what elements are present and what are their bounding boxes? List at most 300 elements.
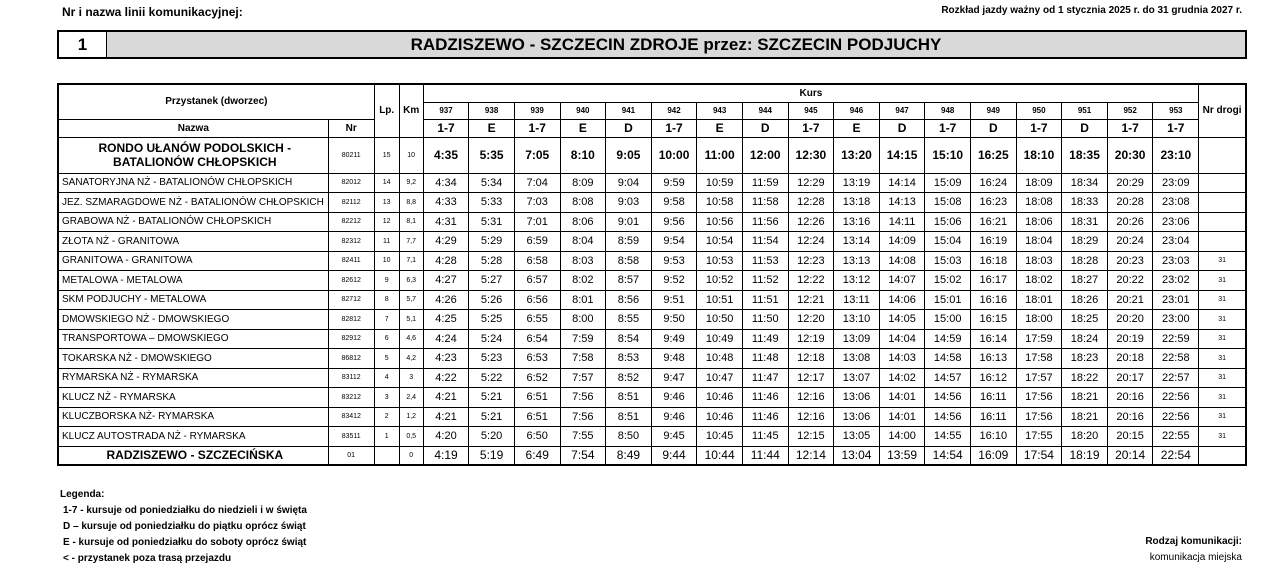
departure-time: 13:14 xyxy=(834,232,880,252)
departure-time: 6:57 xyxy=(514,271,560,291)
departure-time: 18:35 xyxy=(1062,137,1108,173)
departure-time: 18:22 xyxy=(1062,368,1108,388)
departure-time: 9:04 xyxy=(606,173,652,193)
road-number: 31 xyxy=(1199,271,1246,291)
stop-km: 5,7 xyxy=(399,290,423,310)
departure-time: 7:01 xyxy=(514,212,560,232)
departure-time: 14:09 xyxy=(879,232,925,252)
departure-time: 23:00 xyxy=(1153,310,1199,330)
departure-time: 13:05 xyxy=(834,427,880,447)
road-number xyxy=(1199,173,1246,193)
departure-time: 20:24 xyxy=(1107,232,1153,252)
departure-time: 15:10 xyxy=(925,137,971,173)
departure-time: 11:48 xyxy=(742,349,788,369)
departure-time: 13:10 xyxy=(834,310,880,330)
road-number: 31 xyxy=(1199,388,1246,408)
departure-time: 15:01 xyxy=(925,290,971,310)
stop-km: 0 xyxy=(399,446,423,465)
legend-item: E - kursuje od poniedziałku do soboty oprócz świąt xyxy=(63,537,307,548)
departure-time: 12:26 xyxy=(788,212,834,232)
departure-time: 9:50 xyxy=(651,310,697,330)
departure-time: 7:03 xyxy=(514,193,560,213)
departure-time: 7:54 xyxy=(560,446,606,465)
departure-time: 8:51 xyxy=(606,407,652,427)
departure-time: 17:54 xyxy=(1016,446,1062,465)
table-row xyxy=(58,232,1246,252)
departure-time: 14:58 xyxy=(925,349,971,369)
departure-time: 12:29 xyxy=(788,173,834,193)
departure-time: 17:55 xyxy=(1016,427,1062,447)
departure-time: 20:30 xyxy=(1107,137,1153,173)
departure-time: 8:59 xyxy=(606,232,652,252)
departure-time: 4:29 xyxy=(423,232,469,252)
line-title-bar xyxy=(57,30,1247,59)
table-row xyxy=(58,212,1246,232)
departure-time: 12:30 xyxy=(788,137,834,173)
stop-name: RONDO UŁANÓW PODOLSKICH - BATALIONÓW CHŁOPSKICH xyxy=(58,137,328,173)
departure-time: 15:06 xyxy=(925,212,971,232)
kurs-number: 952 xyxy=(1107,102,1153,119)
stop-nr: 82411 xyxy=(328,251,374,271)
departure-time: 8:49 xyxy=(606,446,652,465)
departure-time: 10:47 xyxy=(697,368,743,388)
departure-time: 18:20 xyxy=(1062,427,1108,447)
validity-text: Rozkład jazdy ważny od 1 stycznia 2025 r. do 31 grudnia 2027 r. xyxy=(941,5,1242,16)
departure-time: 22:59 xyxy=(1153,329,1199,349)
departure-time: 22:57 xyxy=(1153,368,1199,388)
departure-time: 16:10 xyxy=(971,427,1017,447)
departure-time: 11:58 xyxy=(742,193,788,213)
departure-time: 10:53 xyxy=(697,251,743,271)
day-type: 1-7 xyxy=(514,119,560,137)
departure-time: 7:56 xyxy=(560,388,606,408)
stop-km: 10 xyxy=(399,137,423,173)
stop-name: KLUCZ AUTOSTRADA NŻ - RYMARSKA xyxy=(58,427,328,447)
departure-time: 12:21 xyxy=(788,290,834,310)
departure-time: 4:19 xyxy=(423,446,469,465)
stop-km: 9,2 xyxy=(399,173,423,193)
kurs-number: 937 xyxy=(423,102,469,119)
table-row xyxy=(58,388,1246,408)
departure-time: 11:44 xyxy=(742,446,788,465)
kurs-number: 940 xyxy=(560,102,606,119)
departure-time: 20:15 xyxy=(1107,427,1153,447)
departure-time: 23:03 xyxy=(1153,251,1199,271)
departure-time: 20:28 xyxy=(1107,193,1153,213)
departure-time: 14:55 xyxy=(925,427,971,447)
stop-nr: 82312 xyxy=(328,232,374,252)
departure-time: 18:08 xyxy=(1016,193,1062,213)
departure-time: 10:46 xyxy=(697,388,743,408)
departure-time: 16:09 xyxy=(971,446,1017,465)
departure-time: 18:06 xyxy=(1016,212,1062,232)
departure-time: 18:19 xyxy=(1062,446,1108,465)
departure-time: 11:46 xyxy=(742,388,788,408)
stop-name: RADZISZEWO - SZCZECIŃSKA xyxy=(58,446,328,465)
departure-time: 14:01 xyxy=(879,407,925,427)
departure-time: 5:31 xyxy=(469,212,515,232)
stop-km: 0,5 xyxy=(399,427,423,447)
departure-time: 18:01 xyxy=(1016,290,1062,310)
departure-time: 22:58 xyxy=(1153,349,1199,369)
legend xyxy=(60,487,307,567)
table-row xyxy=(58,368,1246,388)
stop-name: KLUCZ NŻ - RYMARSKA xyxy=(58,388,328,408)
day-type: E xyxy=(834,119,880,137)
stop-name: RYMARSKA NŻ - RYMARSKA xyxy=(58,368,328,388)
stop-name: KLUCZBORSKA NŻ- RYMARSKA xyxy=(58,407,328,427)
kurs-number: 942 xyxy=(651,102,697,119)
departure-time: 7:57 xyxy=(560,368,606,388)
transport-type-label: Rodzaj komunikacji: xyxy=(1145,536,1242,547)
departure-time: 15:03 xyxy=(925,251,971,271)
line-number: 1 xyxy=(59,32,107,57)
departure-time: 10:44 xyxy=(697,446,743,465)
departure-time: 9:56 xyxy=(651,212,697,232)
stop-name: DMOWSKIEGO NŻ - DMOWSKIEGO xyxy=(58,310,328,330)
departure-time: 5:25 xyxy=(469,310,515,330)
kurs-number: 953 xyxy=(1153,102,1199,119)
stop-nr: 82212 xyxy=(328,212,374,232)
departure-time: 9:49 xyxy=(651,329,697,349)
departure-time: 8:08 xyxy=(560,193,606,213)
departure-time: 9:46 xyxy=(651,388,697,408)
departure-time: 8:53 xyxy=(606,349,652,369)
day-type: D xyxy=(971,119,1017,137)
road-number: 31 xyxy=(1199,349,1246,369)
stop-lp: 10 xyxy=(374,251,399,271)
stop-nr: 82712 xyxy=(328,290,374,310)
day-type: D xyxy=(606,119,652,137)
departure-time: 8:01 xyxy=(560,290,606,310)
departure-time: 23:06 xyxy=(1153,212,1199,232)
departure-time: 20:20 xyxy=(1107,310,1153,330)
departure-time: 14:08 xyxy=(879,251,925,271)
departure-time: 18:33 xyxy=(1062,193,1108,213)
table-row xyxy=(58,251,1246,271)
departure-time: 22:54 xyxy=(1153,446,1199,465)
departure-time: 10:49 xyxy=(697,329,743,349)
departure-time: 13:07 xyxy=(834,368,880,388)
stop-lp: 15 xyxy=(374,137,399,173)
stop-nr: 82012 xyxy=(328,173,374,193)
departure-time: 20:14 xyxy=(1107,446,1153,465)
departure-time: 13:11 xyxy=(834,290,880,310)
departure-time: 14:56 xyxy=(925,407,971,427)
departure-time: 4:31 xyxy=(423,212,469,232)
departure-time: 12:23 xyxy=(788,251,834,271)
departure-time: 12:24 xyxy=(788,232,834,252)
table-row xyxy=(58,173,1246,193)
departure-time: 18:00 xyxy=(1016,310,1062,330)
transport-type xyxy=(1145,534,1242,566)
departure-time: 9:05 xyxy=(606,137,652,173)
departure-time: 14:15 xyxy=(879,137,925,173)
table-row xyxy=(58,446,1246,465)
departure-time: 5:35 xyxy=(469,137,515,173)
legend-item: < - przystanek poza trasą przejazdu xyxy=(63,553,232,564)
day-type: D xyxy=(879,119,925,137)
departure-time: 14:11 xyxy=(879,212,925,232)
departure-time: 7:56 xyxy=(560,407,606,427)
stop-lp xyxy=(374,446,399,465)
stop-lp: 8 xyxy=(374,290,399,310)
departure-time: 20:16 xyxy=(1107,388,1153,408)
departure-time: 6:59 xyxy=(514,232,560,252)
departure-time: 10:58 xyxy=(697,193,743,213)
legend-title: Legenda: xyxy=(60,489,105,500)
departure-time: 14:59 xyxy=(925,329,971,349)
departure-time: 16:23 xyxy=(971,193,1017,213)
table-row xyxy=(58,407,1246,427)
departure-time: 16:15 xyxy=(971,310,1017,330)
departure-time: 17:56 xyxy=(1016,388,1062,408)
departure-time: 11:51 xyxy=(742,290,788,310)
departure-time: 17:56 xyxy=(1016,407,1062,427)
road-number: 31 xyxy=(1199,290,1246,310)
kurs-number: 949 xyxy=(971,102,1017,119)
transport-type-value: komunikacja miejska xyxy=(1149,552,1242,563)
table-row xyxy=(58,427,1246,447)
road-number xyxy=(1199,212,1246,232)
departure-time: 14:04 xyxy=(879,329,925,349)
road-number xyxy=(1199,446,1246,465)
departure-time: 13:59 xyxy=(879,446,925,465)
departure-time: 5:27 xyxy=(469,271,515,291)
departure-time: 5:19 xyxy=(469,446,515,465)
departure-time: 9:51 xyxy=(651,290,697,310)
departure-time: 15:00 xyxy=(925,310,971,330)
departure-time: 23:10 xyxy=(1153,137,1199,173)
departure-time: 9:01 xyxy=(606,212,652,232)
departure-time: 10:00 xyxy=(651,137,697,173)
departure-time: 5:24 xyxy=(469,329,515,349)
departure-time: 5:34 xyxy=(469,173,515,193)
kurs-number: 950 xyxy=(1016,102,1062,119)
departure-time: 14:07 xyxy=(879,271,925,291)
road-number xyxy=(1199,232,1246,252)
stop-nr: 83511 xyxy=(328,427,374,447)
departure-time: 14:13 xyxy=(879,193,925,213)
departure-time: 20:29 xyxy=(1107,173,1153,193)
departure-time: 5:22 xyxy=(469,368,515,388)
departure-time: 9:45 xyxy=(651,427,697,447)
kurs-number: 941 xyxy=(606,102,652,119)
departure-time: 22:55 xyxy=(1153,427,1199,447)
departure-time: 9:59 xyxy=(651,173,697,193)
line-label: Nr i nazwa linii komunikacyjnej: xyxy=(62,5,243,19)
stop-km: 5,1 xyxy=(399,310,423,330)
departure-time: 8:57 xyxy=(606,271,652,291)
departure-time: 15:04 xyxy=(925,232,971,252)
departure-time: 13:16 xyxy=(834,212,880,232)
departure-time: 18:29 xyxy=(1062,232,1108,252)
departure-time: 18:21 xyxy=(1062,407,1108,427)
departure-time: 17:59 xyxy=(1016,329,1062,349)
departure-time: 12:22 xyxy=(788,271,834,291)
departure-time: 5:23 xyxy=(469,349,515,369)
line-name: RADZISZEWO - SZCZECIN ZDROJE przez: SZCZECIN PODJUCHY xyxy=(410,34,942,54)
departure-time: 11:50 xyxy=(742,310,788,330)
departure-time: 16:24 xyxy=(971,173,1017,193)
departure-time: 5:21 xyxy=(469,407,515,427)
departure-time: 5:20 xyxy=(469,427,515,447)
stop-lp: 4 xyxy=(374,368,399,388)
road-number xyxy=(1199,137,1246,173)
departure-time: 13:19 xyxy=(834,173,880,193)
departure-time: 8:00 xyxy=(560,310,606,330)
stop-lp: 9 xyxy=(374,271,399,291)
timetable xyxy=(57,83,1247,466)
departure-time: 8:06 xyxy=(560,212,606,232)
stop-lp: 7 xyxy=(374,310,399,330)
departure-time: 16:13 xyxy=(971,349,1017,369)
stop-nr: 83112 xyxy=(328,368,374,388)
departure-time: 18:25 xyxy=(1062,310,1108,330)
departure-time: 6:50 xyxy=(514,427,560,447)
departure-time: 9:46 xyxy=(651,407,697,427)
departure-time: 8:54 xyxy=(606,329,652,349)
departure-time: 4:24 xyxy=(423,329,469,349)
departure-time: 12:14 xyxy=(788,446,834,465)
kurs-number: 947 xyxy=(879,102,925,119)
departure-time: 4:34 xyxy=(423,173,469,193)
departure-time: 4:35 xyxy=(423,137,469,173)
departure-time: 11:47 xyxy=(742,368,788,388)
kurs-number: 938 xyxy=(469,102,515,119)
stop-name: ZŁOTA NŻ - GRANITOWA xyxy=(58,232,328,252)
departure-time: 18:04 xyxy=(1016,232,1062,252)
departure-time: 12:18 xyxy=(788,349,834,369)
departure-time: 13:13 xyxy=(834,251,880,271)
departure-time: 16:17 xyxy=(971,271,1017,291)
departure-time: 4:21 xyxy=(423,388,469,408)
departure-time: 8:10 xyxy=(560,137,606,173)
departure-time: 20:19 xyxy=(1107,329,1153,349)
departure-time: 10:56 xyxy=(697,212,743,232)
stop-lp: 1 xyxy=(374,427,399,447)
departure-time: 16:19 xyxy=(971,232,1017,252)
departure-time: 18:02 xyxy=(1016,271,1062,291)
departure-time: 11:00 xyxy=(697,137,743,173)
departure-time: 12:19 xyxy=(788,329,834,349)
departure-time: 7:58 xyxy=(560,349,606,369)
departure-time: 8:58 xyxy=(606,251,652,271)
departure-time: 6:53 xyxy=(514,349,560,369)
stop-km: 8,1 xyxy=(399,212,423,232)
table-row xyxy=(58,310,1246,330)
stop-lp: 2 xyxy=(374,407,399,427)
day-type: 1-7 xyxy=(925,119,971,137)
day-type: E xyxy=(469,119,515,137)
kurs-number: 945 xyxy=(788,102,834,119)
departure-time: 14:57 xyxy=(925,368,971,388)
departure-time: 23:04 xyxy=(1153,232,1199,252)
departure-time: 8:52 xyxy=(606,368,652,388)
kurs-number: 946 xyxy=(834,102,880,119)
day-type: 1-7 xyxy=(651,119,697,137)
stop-name: TOKARSKA NŻ - DMOWSKIEGO xyxy=(58,349,328,369)
departure-time: 5:29 xyxy=(469,232,515,252)
day-type: 1-7 xyxy=(1016,119,1062,137)
departure-time: 17:58 xyxy=(1016,349,1062,369)
departure-time: 18:34 xyxy=(1062,173,1108,193)
departure-time: 9:54 xyxy=(651,232,697,252)
departure-time: 17:57 xyxy=(1016,368,1062,388)
departure-time: 12:16 xyxy=(788,388,834,408)
departure-time: 22:56 xyxy=(1153,388,1199,408)
departure-time: 9:52 xyxy=(651,271,697,291)
road-number: 31 xyxy=(1199,407,1246,427)
day-type: E xyxy=(697,119,743,137)
departure-time: 23:08 xyxy=(1153,193,1199,213)
departure-time: 4:21 xyxy=(423,407,469,427)
departure-time: 4:27 xyxy=(423,271,469,291)
departure-time: 13:04 xyxy=(834,446,880,465)
departure-time: 6:55 xyxy=(514,310,560,330)
departure-time: 15:08 xyxy=(925,193,971,213)
departure-time: 8:02 xyxy=(560,271,606,291)
departure-time: 14:56 xyxy=(925,388,971,408)
day-type: 1-7 xyxy=(423,119,469,137)
stop-name: SANATORYJNA NŻ - BATALIONÓW CHŁOPSKICH xyxy=(58,173,328,193)
departure-time: 11:54 xyxy=(742,232,788,252)
departure-time: 13:20 xyxy=(834,137,880,173)
departure-time: 8:03 xyxy=(560,251,606,271)
stop-km: 6,3 xyxy=(399,271,423,291)
stop-lp: 12 xyxy=(374,212,399,232)
departure-time: 4:20 xyxy=(423,427,469,447)
departure-time: 16:25 xyxy=(971,137,1017,173)
departure-time: 4:22 xyxy=(423,368,469,388)
day-type: D xyxy=(1062,119,1108,137)
departure-time: 6:54 xyxy=(514,329,560,349)
table-row xyxy=(58,193,1246,213)
road-number xyxy=(1199,193,1246,213)
stop-nr: 83212 xyxy=(328,388,374,408)
stop-name: SKM PODJUCHY - METALOWA xyxy=(58,290,328,310)
departure-time: 11:56 xyxy=(742,212,788,232)
header-row xyxy=(58,84,1246,102)
departure-time: 7:59 xyxy=(560,329,606,349)
table-row xyxy=(58,329,1246,349)
departure-time: 11:46 xyxy=(742,407,788,427)
day-type: 1-7 xyxy=(1107,119,1153,137)
departure-time: 18:31 xyxy=(1062,212,1108,232)
stop-km: 4,6 xyxy=(399,329,423,349)
departure-time: 8:56 xyxy=(606,290,652,310)
departure-time: 5:26 xyxy=(469,290,515,310)
departure-time: 14:03 xyxy=(879,349,925,369)
stop-lp: 3 xyxy=(374,388,399,408)
departure-time: 4:28 xyxy=(423,251,469,271)
stop-lp: 6 xyxy=(374,329,399,349)
road-number: 31 xyxy=(1199,427,1246,447)
departure-time: 20:21 xyxy=(1107,290,1153,310)
departure-time: 13:09 xyxy=(834,329,880,349)
departure-time: 6:49 xyxy=(514,446,560,465)
stop-name: METALOWA - METALOWA xyxy=(58,271,328,291)
departure-time: 5:21 xyxy=(469,388,515,408)
departure-time: 10:54 xyxy=(697,232,743,252)
departure-time: 14:54 xyxy=(925,446,971,465)
table-row xyxy=(58,271,1246,291)
stop-header: Przystanek (dworzec) xyxy=(58,84,374,119)
departure-time: 16:11 xyxy=(971,407,1017,427)
departure-time: 16:18 xyxy=(971,251,1017,271)
name-header: Nazwa xyxy=(58,119,328,137)
departure-time: 8:09 xyxy=(560,173,606,193)
